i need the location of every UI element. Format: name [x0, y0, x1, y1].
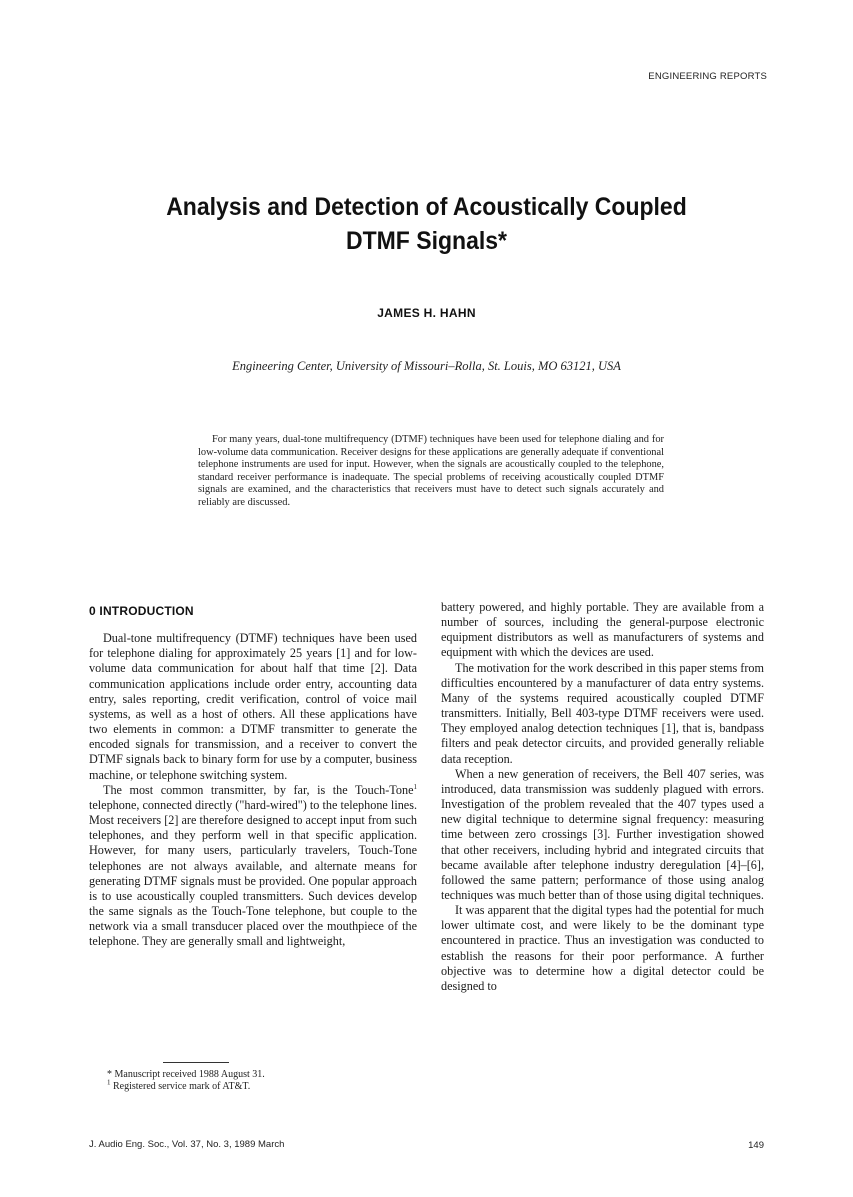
title-line-1: Analysis and Detection of Acoustically Coupled	[166, 193, 687, 221]
left-column	[89, 604, 417, 949]
paragraph: It was apparent that the digital types had the potential for much lower ultimate cost, and were likely to be the dominant type encountered in practice. Thus an investigation was conducted to establish the reasons for their poor performance. A further objective was to determine how a digital detector could be designed to	[441, 903, 764, 993]
author-affiliation: Engineering Center, University of Missouri–Rolla, St. Louis, MO 63121, USA	[232, 359, 621, 373]
footnote-text: Registered service mark of AT&T.	[110, 1081, 251, 1092]
abstract: For many years, dual-tone multifrequency (DTMF) techniques have been used for telephone dialing and for low-volume data communication. Receiver designs for these applications are generally adequate if conventional telephone instruments are used for input. However, when the signals are acoustically coupled to the telephone, standard receiver performance is inadequate. The special problems of receiving acoustically coupled DTMF signals are examined, and the characteristics that receivers must have to detect such signals accurately and reliably are discussed.	[198, 434, 664, 508]
author-name: JAMES H. HAHN	[377, 306, 476, 320]
footnotes	[89, 1062, 417, 1093]
paragraph: Dual-tone multifrequency (DTMF) techniques have been used for telephone dialing for approximately 25 years [1] and for low-volume data communication for about half that time [2]. Data communication applications include order entry, accounting data entry, sales reporting, credit verification, control of voice mail systems, as well as a host of others. All these applications have two elements in common: a DTMF transmitter to generate the encoded signals for transmission, and a receiver to convert the DTMF signals back to binary form for use by a computer, business machine, or telephone switching system.	[89, 631, 417, 782]
section-heading: 0 INTRODUCTION	[89, 604, 194, 618]
title-line-2: DTMF Signals*	[345, 227, 507, 255]
paragraph: The motivation for the work described in this paper stems from difficulties encountered by a manufacturer of data entry systems. Many of the systems required acoustically coupled DTMF transmitters. Initially, Bell 403-type DTMF receivers were used. They employed analog detection techniques [1], that is, bandpass filters and peak detector circuits, and provided generally reliable data reception.	[441, 660, 764, 766]
page-number: 149	[748, 1140, 764, 1151]
running-head: ENGINEERING REPORTS	[648, 71, 767, 82]
paragraph: When a new generation of receivers, the Bell 407 series, was introduced, data transmission was suddenly plagued with errors. Investigation of the problem revealed that the 407 types used a new digital technique to determine signal frequency: measuring time between zero crossings [3]. Further investigation showed that other receivers, including hybrid and integrated circuits that became available after telephone industry deregulation [4]–[6], followed the same pattern; performance of those using analog techniques was much better than of those using digital techniques.	[441, 766, 764, 902]
right-column	[441, 600, 764, 994]
paragraph-text: The most common transmitter, by far, is the Touch-Tone	[103, 782, 414, 797]
paragraph-text: telephone, connected directly ("hard-wired") to the telephone lines. Most receivers [2] are therefore designed to accept input from such telephones, and they perform well in that specific application. However, for many users, particularly travelers, Touch-Tone telephones are not always available, and alternate means for generating DTMF signals must be provided. One popular approach is to use acoustically coupled transmitters. Such devices develop the same signals as the Touch-Tone telephone, but couple to the network via a small transducer placed over the mouthpiece of the telephone. They are generally small and lightweight,	[89, 797, 417, 949]
footnote	[89, 1078, 417, 1093]
footnote: * Manuscript received 1988 August 31.	[107, 1069, 265, 1080]
footnote-marker: 1	[107, 1078, 111, 1087]
paragraph	[89, 783, 417, 950]
journal-citation: J. Audio Eng. Soc., Vol. 37, No. 3, 1989 March	[89, 1139, 285, 1150]
paragraph: battery powered, and highly portable. They are available from a number of sources, including the general-purpose electronic equipment distributors as well as manufacturers of systems and equipment with which the devices are used.	[441, 600, 764, 660]
footnote-rule	[163, 1062, 229, 1063]
footnote-marker: 1	[413, 782, 417, 791]
article-title	[126, 190, 727, 258]
